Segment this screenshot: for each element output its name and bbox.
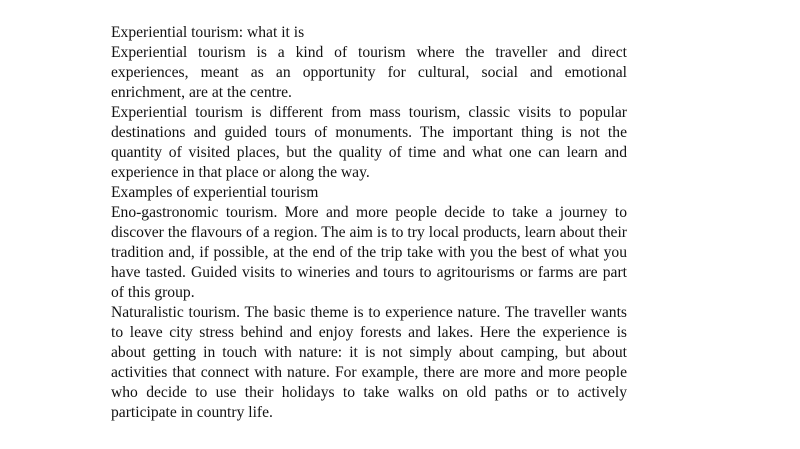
paragraph-mass-tourism: Experiential tourism is different from mass tourism, classic visits to popular destinations and guided tours of monuments. The important thing is not the quantity of visited places, but the quality of time and what one can learn and experience in that place or along the way. xyxy=(111,104,627,181)
heading-what-it-is: Experiential tourism: what it is xyxy=(111,24,305,41)
paragraph-eno-gastronomic: Eno-gastronomic tourism. More and more people decide to take a journey to discover the flavours of a region. The aim is to try local products, learn about their tradition and, if possible, at the end of the trip take with you the best of what you have tasted. Guided visits to wineries and tours to agritourisms or farms are part of this group. xyxy=(111,204,627,301)
paragraph-definition: Experiential tourism is a kind of tourism where the traveller and direct experiences, meant as an opportunity for cultural, social and emotional enrichment, are at the centre. xyxy=(111,44,627,101)
paragraph-naturalistic: Naturalistic tourism. The basic theme is to experience nature. The traveller wants to leave city stress behind and enjoy forests and lakes. Here the experience is about getting in touch with nature: it is not simply about camping, but about activities that connect with nature. For example, there are more and more people who decide to use their holidays to take walks on old paths or to actively participate in country life. xyxy=(111,304,627,421)
document-body xyxy=(111,23,627,423)
heading-examples: Examples of experiential tourism xyxy=(111,184,319,201)
